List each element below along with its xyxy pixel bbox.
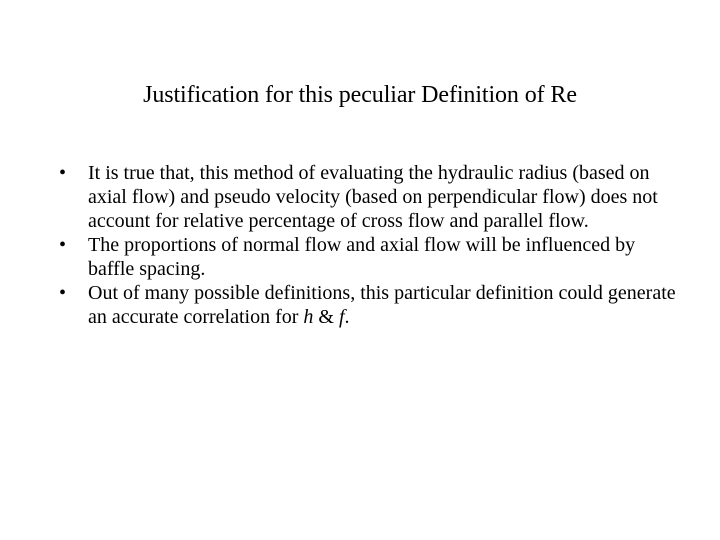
variable-f: f bbox=[338, 306, 345, 328]
bullet-item-1 bbox=[59, 161, 679, 233]
bullet-icon: • bbox=[59, 234, 67, 256]
bullet-text-3-end: . bbox=[344, 306, 350, 328]
bullet-text-1: It is true that, this method of evaluating the hydraulic radius (based on axial flow) and pseudo velocity (based on perpendicular flow) does not account for relative percentage of cross flow and parallel flow. bbox=[88, 162, 658, 232]
bullet-text-3 bbox=[88, 282, 676, 328]
slide-title: Justification for this peculiar Definition of Re bbox=[143, 82, 577, 108]
variable-h: h bbox=[303, 306, 314, 328]
bullet-icon: • bbox=[59, 162, 67, 184]
bullet-item-3 bbox=[59, 281, 679, 329]
bullet-list bbox=[59, 161, 679, 329]
bullet-text-2: The proportions of normal flow and axial flow will be influenced by baffle spacing. bbox=[88, 234, 636, 280]
bullet-item-2 bbox=[59, 233, 679, 281]
ampersand: & bbox=[313, 306, 339, 328]
bullet-icon: • bbox=[59, 282, 67, 304]
bullet-text-3-body: Out of many possible definitions, this particular definition could generate an accurate correlation for bbox=[88, 282, 676, 328]
